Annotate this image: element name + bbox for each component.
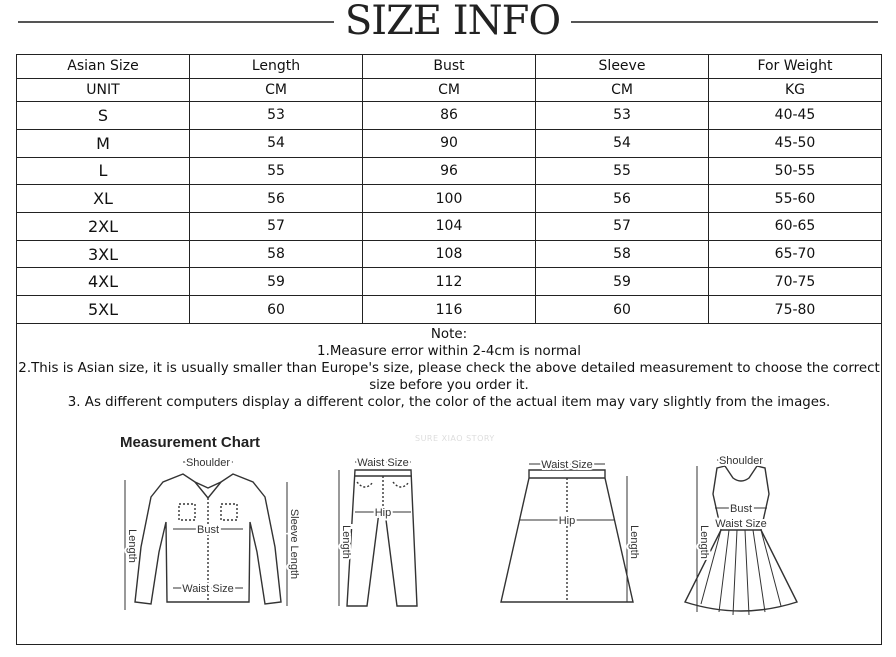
dress-length-label: Length (698, 525, 710, 559)
skirt-hip-label: Hip (558, 515, 576, 527)
table-cell: 55 (190, 157, 363, 185)
table-cell: 60 (190, 296, 363, 324)
table-cell: 56 (536, 185, 709, 213)
table-cell: 59 (536, 268, 709, 296)
table-cell: 58 (536, 240, 709, 268)
table-header-cell: Sleeve (536, 55, 709, 79)
table-unit-cell: CM (536, 78, 709, 102)
table-cell: 57 (536, 213, 709, 241)
table-unit-cell: UNIT (17, 78, 190, 102)
table-cell: 116 (363, 296, 536, 324)
table-cell: 58 (190, 240, 363, 268)
table-header-cell: Length (190, 55, 363, 79)
table-cell: 55-60 (709, 185, 882, 213)
size-label-cell: 5XL (17, 296, 190, 324)
table-cell: 75-80 (709, 296, 882, 324)
table-cell: 100 (363, 185, 536, 213)
table-row (17, 296, 882, 324)
table-cell: 55 (536, 157, 709, 185)
watermark: SURE XIAO STORY (415, 434, 495, 443)
dress-bust-label: Bust (729, 503, 753, 515)
table-row (17, 213, 882, 241)
table-cell: 45-50 (709, 129, 882, 157)
table-cell: 53 (536, 102, 709, 130)
skirt-diagram (493, 452, 643, 620)
table-cell: 60-65 (709, 213, 882, 241)
table-unit-cell: CM (363, 78, 536, 102)
page-title: SIZE INFO (344, 0, 561, 44)
note-heading: Note: (430, 327, 468, 342)
table-cell: 86 (363, 102, 536, 130)
page-header (0, 0, 896, 48)
table-cell: 90 (363, 129, 536, 157)
size-label-cell: XL (17, 185, 190, 213)
table-cell: 108 (363, 240, 536, 268)
notes (17, 326, 881, 411)
table-row (17, 268, 882, 296)
skirt-length-label: Length (628, 525, 640, 559)
size-label-cell: 3XL (17, 240, 190, 268)
table-cell: 57 (190, 213, 363, 241)
pants-waist-label: Waist Size (357, 457, 409, 469)
table-cell: 112 (363, 268, 536, 296)
header-rule-left (18, 21, 334, 23)
table-row (17, 185, 882, 213)
dress-diagram (677, 452, 817, 628)
size-table (16, 54, 882, 324)
table-cell: 59 (190, 268, 363, 296)
shirt-diagram (121, 452, 301, 620)
size-label-cell: 4XL (17, 268, 190, 296)
table-header-cell: Asian Size (17, 55, 190, 79)
table-cell: 54 (190, 129, 363, 157)
table-cell: 56 (190, 185, 363, 213)
table-row (17, 102, 882, 130)
header-rule-right (571, 21, 878, 23)
dress-shoulder-label: Shoulder (718, 455, 764, 467)
info-panel (16, 324, 882, 645)
size-label-cell: S (17, 102, 190, 130)
table-cell: 54 (536, 129, 709, 157)
table-header-cell: Bust (363, 55, 536, 79)
table-row (17, 157, 882, 185)
table-row (17, 129, 882, 157)
table-cell: 96 (363, 157, 536, 185)
table-header-cell: For Weight (709, 55, 882, 79)
table-cell: 65-70 (709, 240, 882, 268)
pants-hip-label: Hip (374, 507, 392, 519)
pants-length-label: Length (340, 525, 352, 559)
table-unit-cell: KG (709, 78, 882, 102)
table-cell: 60 (536, 296, 709, 324)
table-cell: 53 (190, 102, 363, 130)
size-label-cell: L (17, 157, 190, 185)
table-unit-cell: CM (190, 78, 363, 102)
pants-diagram (317, 452, 427, 620)
shirt-length-label: Length (126, 529, 138, 563)
skirt-waist-label: Waist Size (541, 459, 593, 471)
table-cell: 50-55 (709, 157, 882, 185)
note-line: 3. As different computers display a different color, the color of the actual item may vary slightly from the images. (67, 395, 831, 410)
size-label-cell: M (17, 129, 190, 157)
measurement-chart-title: Measurement Chart (120, 434, 261, 451)
table-header-row (17, 55, 882, 79)
note-line: 1.Measure error within 2-4cm is normal (317, 344, 581, 359)
table-row (17, 240, 882, 268)
shirt-bust-label: Bust (196, 524, 220, 536)
shirt-sleeve-label: Sleeve Length (288, 508, 300, 580)
note-line: 2.This is Asian size, it is usually smaller than Europe's size, please check the above detailed measurement to choose the correct size before you order it. (18, 361, 880, 393)
size-label-cell: 2XL (17, 213, 190, 241)
table-cell: 70-75 (709, 268, 882, 296)
shirt-waist-label: Waist Size (182, 583, 234, 595)
table-cell: 40-45 (709, 102, 882, 130)
shirt-shoulder-label: Shoulder (185, 457, 231, 469)
table-cell: 104 (363, 213, 536, 241)
table-unit-row (17, 78, 882, 102)
dress-waist-label: Waist Size (715, 518, 767, 530)
